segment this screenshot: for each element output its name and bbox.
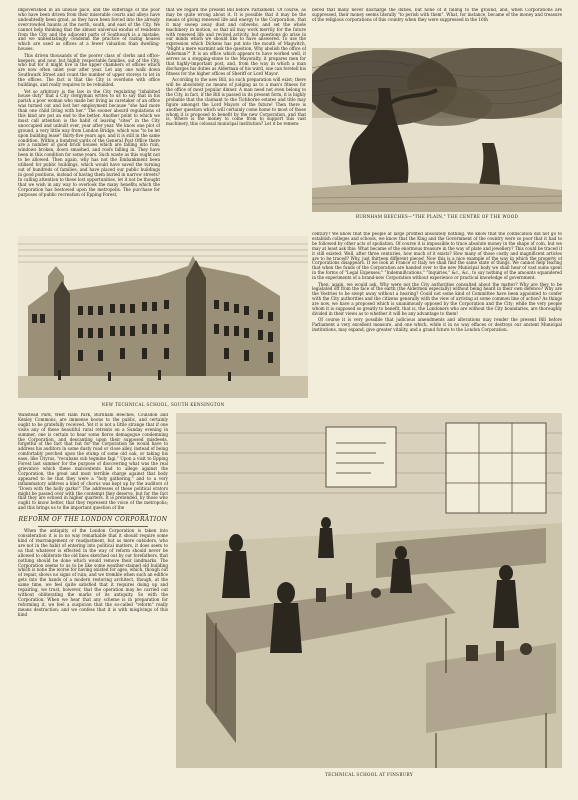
- article-paragraph: Of course it is very possible that judicious amendments and alterations may render the present Bill before Parliament a very excellent measure, and one which, while it in no way effaces or destroys our ancient Municipal institutions, may expand, give greater vitality, and a grand future to the London Corporation.: [312, 317, 562, 333]
- burnham-beeches-engraving: [312, 48, 562, 212]
- column-top-right: [312, 8, 562, 46]
- finsbury-laboratory-engraving: [176, 413, 562, 768]
- column-middle-right: [312, 232, 562, 408]
- section-rule: [38, 514, 148, 515]
- article-paragraph: impoverished in an unwise pace, and the sufferings of the poor who have been driven from their miserable courts and alleys have undoubtedly been great, as they have been forced into the already overcrowded haunts at the north, south, and east of the City. We cannot help thinking that the almost universal exodus of residents from the City and the adjacent parts of Southwark is a mistake, and we unhesitatingly condemn the practice of razing houses which are used as offices at a fewer valuation than dwelling-houses.: [18, 8, 160, 52]
- section-rule: [38, 526, 148, 527]
- technical-school-engraving: [18, 236, 308, 398]
- article-paragraph: Wanstead Park, West Ham Park, Burnham Beeches, Coulsdon and Kenley Commons, are immense boons to the public, and certainly ought to be gratefully received. Yet it is not a little strange that if one visits any of these beautiful rural retreats on a Sunday evening in summer, one is certain to hear some fierce demagogue condemning the Corporation, and descanting upon their supposed misdeeds, forgetful of the fact that but for the Corporation he would have to address his auditors in some dusty road or close alley, instead of being comfortably perched upon the stump of some old oak, or taking his ease, like Tityrus, "recubans sub tegmine fagi." Upon a visit to Epping Forest last summer for the purpose of discovering what was the real grievance which these malcontents had to allege against the Corporation, the great and most terrible charge against that body appeared to be that they were a "holy gathering," and to a very inflammatory address a kind of chorus was kept up by the auditors of "Down with the holly garks!" The addresses of these political orators might be passed over with the contempt they deserve, but for the fact that they are echoed in higher quarters. It is pretended, by those who ought to know better, that they represent the voice of the metropolis; and this brings us to the important question of the: [18, 413, 168, 511]
- article-paragraph: that we regard the present Bill before Parliament. Of course, as may be quite wrong about it. It is possible that it may be the means of giving renewed life and energy to the Corporation, that it may sweep away dust and cobwebs, and set the whole machinery in motion, so that all may work merrily for the future with renewed life and revived activity, but questions do arise in our minds which we should like to have answered. To use the expression which Dickens has put into the mouth of Magwitch, "Might a mere warmint ask the question, Why abolish the office of Alderman?" It is an office which appears to have worked well, it serves as a stepping-stone to the Mayoralty, it prepares men for that highly-important post, and, from the way in which a man discharges his duties as Alderman of his ward, one can foretell his fitness for the higher offices of Sheriff or Lord Mayor.: [166, 8, 306, 76]
- article-paragraph: century? We know that the people at large profited absolutely nothing. We know that the confiscation did not go to establish colleges and schools, we know that the King and the Government of the country were so poor that it had to be followed by other acts of spoliation. Of course it is impossible to trace absolute money in the shape of coin, but we may at least ask this: What became of the enormous treasure in the way of plate and jewellery? This could be traced if it still existed. Well, after three centuries, how much of it exists? How many of those costly and magnificent articles are to be traced? Why, just thirteen different pieces! Now this is a nice example of the way in which the property of Corporations disappears. If we look at France or Italy we shall find the same state of things. We cannot help fearing that when the funds of the Corporation are handed over to the new Municipal body we shall hear of vast sums spent in the forms of "Legal Expenses," "Indemnifications," "Inquiries," &c., &c., to say nothing of the amounts squandered in the experiments of a brand-new Corporation without experience or practical knowledge of government.: [312, 232, 562, 281]
- article-paragraph: According to the new Bill, no such preparation will exist; there will be absolutely no means of judging as to a man's fitness for the office of most popular dinner. A man need not even belong to the City, in fact, if the Bill is passed in its present form, it is highly probable that the claimant to the Tichborne estates and title may figure amongst the Lord Mayors of the future! Then there is another question which will certainly come home to most of those whom it is proposed to benefit by the new Corporation, and that is, Where is the money to come from to support this vast machinery, this colossal municipal institution? Let it be remem-: [166, 77, 306, 127]
- column-top-middle: [166, 8, 306, 236]
- article-paragraph: Then, again, we would ask, Why were not the City authorities consulted about the matter? Why are they to be legislated off from the face of the earth (the Aldermen especially) without being heard in their own defence? Why are the Vestries to be swept away without a hearing? Could not some kind of Committee have been appointed to confer with the City authorities and the citizens generally with the view of arriving at some common line of action? As things are now, we have a proposed which is unanimously opposed by the Corporation and the City; while the very people whom it is supposed so greatly to benefit, that is, the Londoners who are without the City boundaries, are thoroughly divided in their views as to whether it will be any advantage to them!: [312, 281, 562, 316]
- figure-caption: TECHNICAL SCHOOL AT FINSBURY: [325, 772, 413, 777]
- section-heading: REFORM OF THE LONDON CORPORATION: [18, 515, 168, 523]
- article-paragraph: bered that many never discharge the duties, but none of it falling to the ground, and, when Corporations are suppressed, their money seems literally "to perish with them". What, for instance, became of the money and treasure of the religious corporations of this country when they were suppressed in the 16th: [312, 8, 562, 22]
- figure-caption: NEW TECHNICAL SCHOOL, SOUTH KENSINGTON: [101, 402, 225, 407]
- article-paragraph: When the antiquity of the London Corporation is taken into consideration it is in no way remarkable that it should require some kind of rearrangement or readjustment, but as mere outsiders, who are not in the habit of entering into political matters, it does seem to us that whatever is effected in the way of reform should never be allowed to obliterate the old lines sketched out by our forefathers, that nothing should be done which would remove their landmarks. The Corporation seems to us to be like some weather-stained old building which is none the worse for having existed for ages, which, though out of repair, shows no signs of ruin; and we tremble when such an edifice gets into the hands of a modern restoring architect, though, at the same time, we feel quite satisfied that it requires doing up and repairing, we trust, however, that the operation may be carried out without obliterating the marks of its antiquity. So with the Corporation. When we hear that any scheme is in preparation for reforming it, we feel a suspicion that the so-called "reform" really means destruction; and we confess that it is with misgivings of this kind: [18, 528, 168, 617]
- column-top-left: [18, 8, 160, 236]
- figure-caption: BURNHAM BEECHES—"THE PLAIN," THE CENTRE OF THE WOOD: [355, 214, 519, 219]
- article-paragraph: This driven thousands of the poorer class of clerks and office-keepers, and now, but highly respectable families, out of the City, who but for it might live in the upper chambers of offices which are now often unlet year after year. Let any one walk down Southwark Street and count the number of upper storeys to let in the offices. The fact is that the City is overdone with office buildings, and really requires to be rebuilded.: [18, 52, 160, 88]
- article-paragraph: Yet so arbitrary is the law in the City regulating "inhabited house duty" that a City clergyman writes to us to say that in his parish a poor woman who made her living as caretaker of an office was turned out and lost her employment because "she had more than one child living with her." The sooner absurd regulations of this kind are put an end to the better. Another point to which we must call attention is the habit of leaving "sites" in the City unoccupied and unbuilt over, year after year. We know one plot of ground, a very little way from London Bridge, which was "to be let upon building lease" thirty-five years ago, and it is still in the same condition. Within a hundred yards of the General Post Office there are a number of good brick houses which are falling into ruin, windows broken, doors smashed, and roofs falling in. They have been in this condition for some years. Such waste as this ought not to be allowed. Then again, why has not the Embankment been utilised for public buildings, which would have saved the turning out of hundreds of families, and have placed our public buildings in good positions, instead of having them buried in narrow streets? In calling attention to these lost opportunities, let it not be thought that we wish in any way to overlook the many benefits which the Corporation has bestowed upon the metropolis. The purchase for purposes of public recreation of Epping Forest,: [18, 88, 160, 197]
- column-bottom-left: [18, 413, 168, 793]
